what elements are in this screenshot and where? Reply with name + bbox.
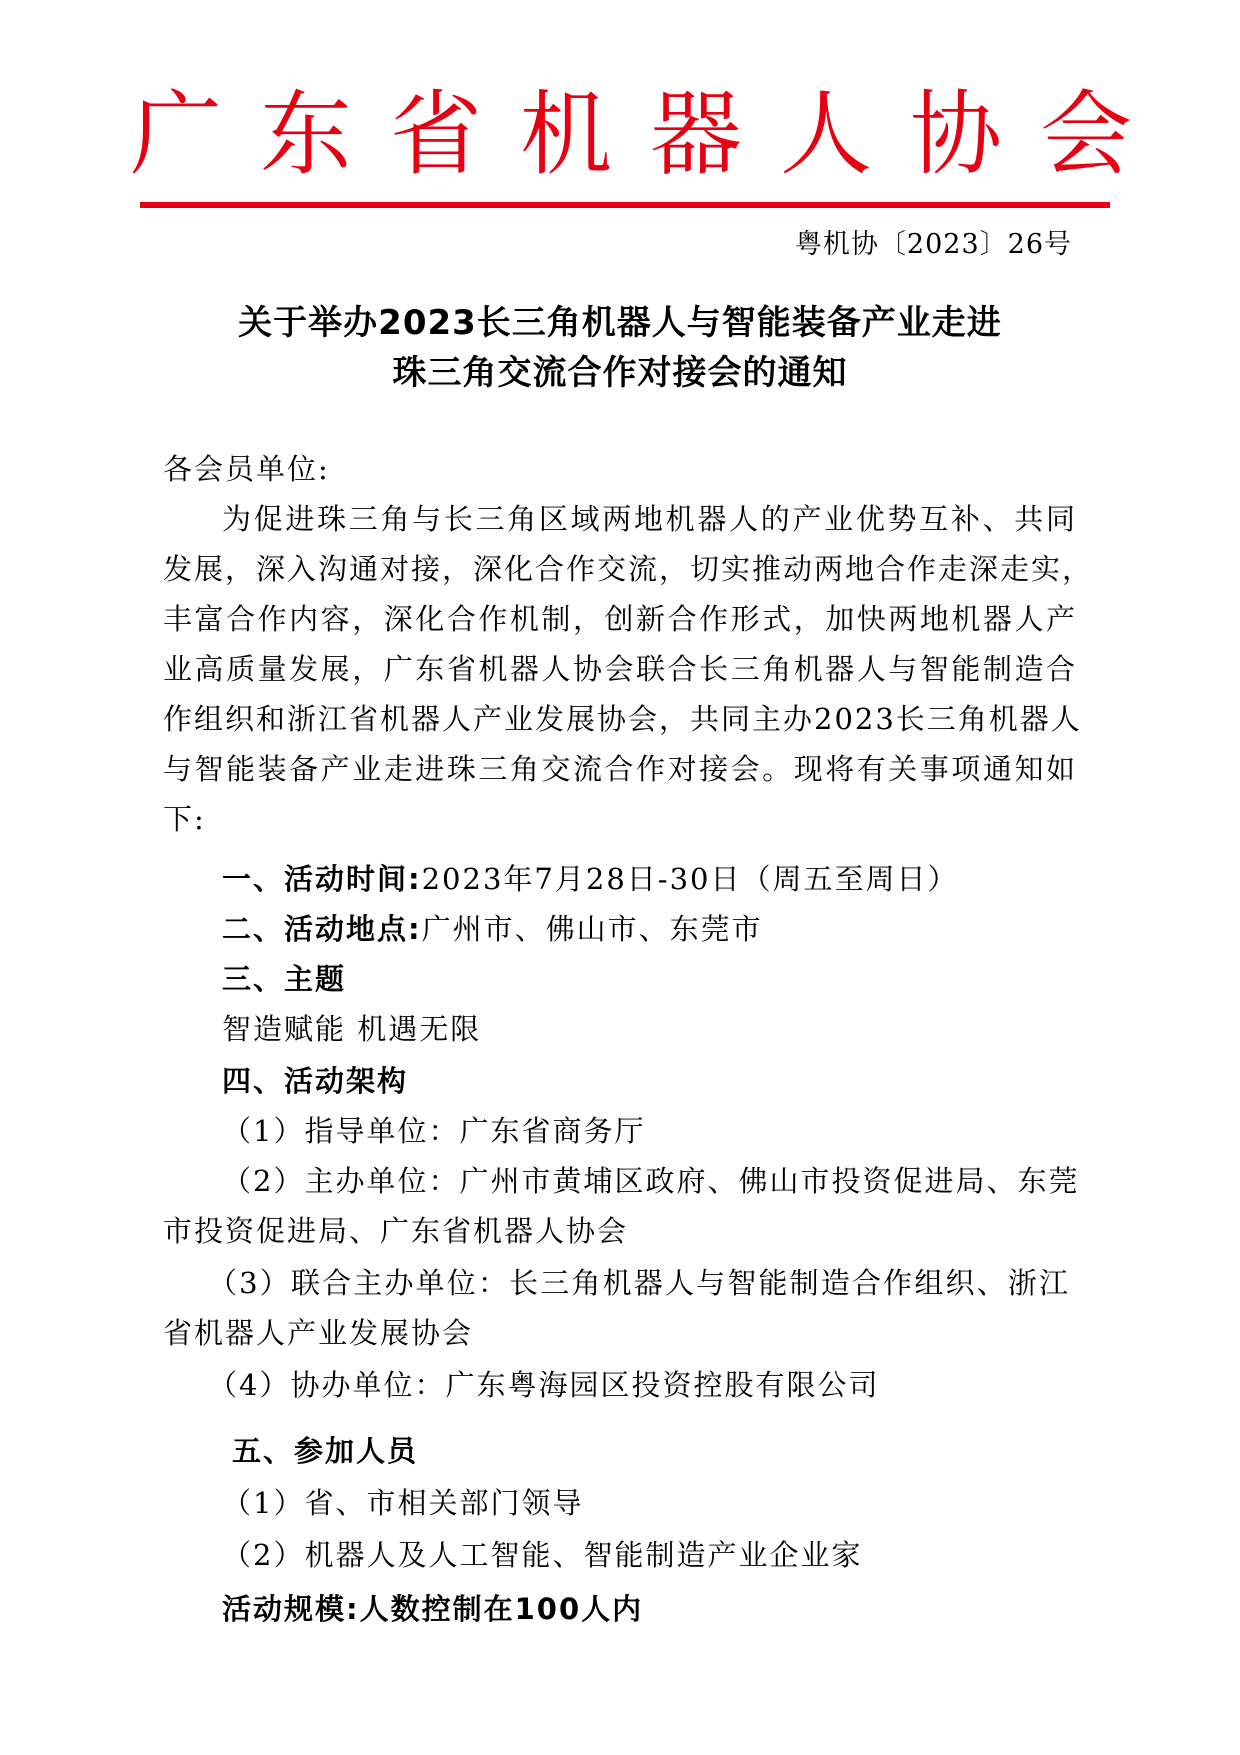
structure-item: （4）协办单位：广东粤海园区投资控股有限公司 bbox=[208, 1368, 880, 1402]
letterhead-red-rule bbox=[140, 202, 1110, 208]
participants-heading: 五、参加人员 bbox=[232, 1434, 419, 1468]
intro-line: 业高质量发展，广东省机器人协会联合长三角机器人与智能制造合 bbox=[163, 652, 1077, 686]
intro-line: 下: bbox=[163, 802, 206, 836]
salutation: 各会员单位: bbox=[163, 452, 330, 486]
structure-heading: 四、活动架构 bbox=[222, 1064, 409, 1098]
scale-row bbox=[222, 1588, 643, 1630]
theme-value: 智造赋能 机遇无限 bbox=[222, 1012, 482, 1046]
intro-line: 发展，深入沟通对接，深化合作交流，切实推动两地合作走深走实， bbox=[163, 552, 1094, 586]
structure-item: （2）主办单位：广州市黄埔区政府、佛山市投资促进局、东莞 bbox=[222, 1164, 1080, 1198]
activity-place-row bbox=[222, 908, 763, 950]
intro-line: 作组织和浙江省机器人产业发展协会，共同主办2023长三角机器人 bbox=[163, 702, 1082, 736]
intro-line: 与智能装备产业走进珠三角交流合作对接会。现将有关事项通知如 bbox=[163, 752, 1077, 786]
intro-line: 为促进珠三角与长三角区域两地机器人的产业优势互补、共同 bbox=[222, 502, 1077, 536]
activity-place-heading: 二、活动地点: bbox=[222, 912, 422, 946]
activity-time-heading: 一、活动时间: bbox=[222, 862, 422, 896]
activity-time-value: 2023年7月28日-30日（周五至周日） bbox=[421, 862, 959, 896]
structure-item: （1）指导单位：广东省商务厅 bbox=[222, 1114, 646, 1148]
activity-place-value: 广州市、佛山市、东莞市 bbox=[421, 912, 763, 946]
org-letterhead-title: 广东省机器人协会 bbox=[130, 81, 1171, 188]
notice-title-line-1: 关于举办2023长三角机器人与智能装备产业走进 bbox=[238, 303, 1002, 343]
document-number: 粤机协〔2023〕26号 bbox=[794, 229, 1072, 260]
structure-item: 市投资促进局、广东省机器人协会 bbox=[163, 1214, 629, 1248]
scale-heading: 活动规模: bbox=[222, 1592, 360, 1626]
scale-value: 人数控制在100人内 bbox=[359, 1592, 644, 1626]
intro-line: 丰富合作内容，深化合作机制，创新合作形式，加快两地机器人产 bbox=[163, 602, 1077, 636]
participants-item: （2）机器人及人工智能、智能制造产业企业家 bbox=[222, 1538, 863, 1572]
theme-heading: 三、主题 bbox=[222, 962, 347, 996]
participants-item: （1）省、市相关部门领导 bbox=[222, 1486, 584, 1520]
activity-time-row bbox=[222, 858, 958, 900]
structure-item: 省机器人产业发展协会 bbox=[163, 1316, 474, 1350]
structure-item: （3）联合主办单位：长三角机器人与智能制造合作组织、浙江 bbox=[208, 1266, 1070, 1300]
notice-title-line-2: 珠三角交流合作对接会的通知 bbox=[392, 353, 848, 393]
